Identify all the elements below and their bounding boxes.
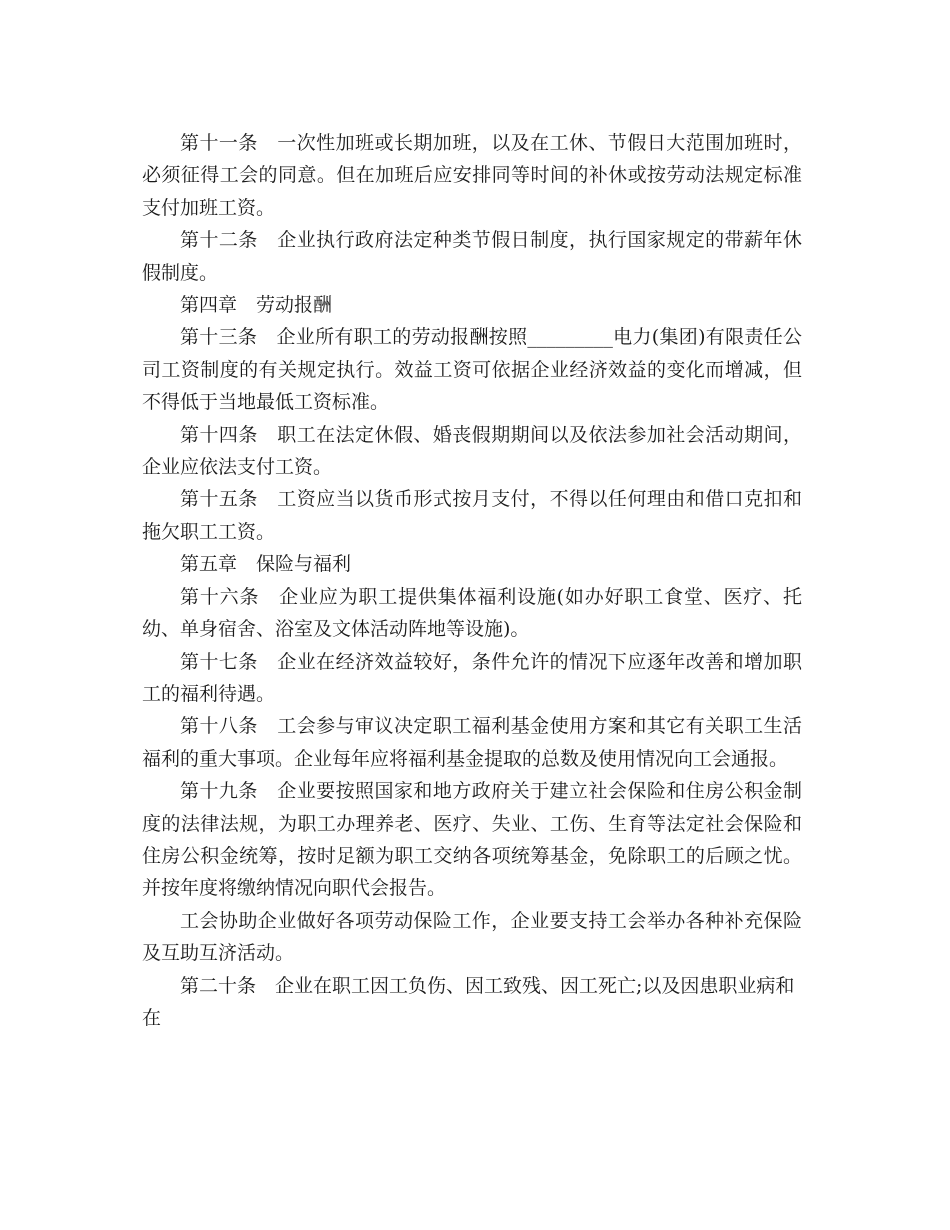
article-14-paragraph: 第十四条 职工在法定休假、婚丧假期期间以及依法参加社会活动期间，企业应依法支付工资。 — [142, 423, 802, 479]
union-insurance-paragraph: 工会协助企业做好各项劳动保险工作，企业要支持工会举办各种补充保险及互助互济活动。 — [142, 909, 802, 965]
article-15-paragraph: 第十五条 工资应当以货币形式按月支付，不得以任何理由和借口克扣和拖欠职工工资。 — [142, 488, 802, 543]
chapter-5-heading: 第五章 保险与福利 — [180, 553, 352, 576]
article-19-paragraph: 第十九条 企业要按照国家和地方政府关于建立社会保险和住房公积金制度的法律法规，为职工办理养老、医疗、失业、工伤、生育等法定社会保险和住房公积金统筹，按时足额为职工交纳各项统筹基金，免除职工的后顾之忧。并按年度将缴纳情况向职代会报告。 — [142, 780, 802, 900]
article-18-paragraph: 第十八条 工会参与审议决定职工福利基金使用方案和其它有关职工生活福利的重大事项。企业每年应将福利基金提取的总数及使用情况向工会通报。 — [142, 715, 802, 770]
article-11-paragraph: 第十一条 一次性加班或长期加班，以及在工休、节假日大范围加班时，必须征得工会的同意。但在加班后应安排同等时间的补休或按劳动法规定标准支付加班工资。 — [142, 132, 802, 219]
chapter-4-heading: 第四章 劳动报酬 — [180, 294, 333, 317]
article-13-paragraph: 第十三条 企业所有职工的劳动报酬按照_________电力(集团)有限责任公司工资制度的有关规定执行。效益工资可依据企业经济效益的变化而增减，但不得低于当地最低工资标准。 — [142, 326, 802, 414]
article-20-paragraph: 第二十条 企业在职工因工负伤、因工致残、因工死亡;以及因患职业病和在 — [142, 974, 795, 1029]
article-17-paragraph: 第十七条 企业在经济效益较好，条件允许的情况下应逐年改善和增加职工的福利待遇。 — [142, 650, 802, 705]
article-16-paragraph: 第十六条 企业应为职工提供集体福利设施(如办好职工食堂、医疗、托幼、单身宿舍、浴室及文体活动阵地等设施)。 — [142, 585, 802, 641]
article-12-paragraph: 第十二条 企业执行政府法定种类节假日制度，执行国家规定的带薪年休假制度。 — [142, 229, 802, 284]
document-page — [142, 127, 802, 1034]
